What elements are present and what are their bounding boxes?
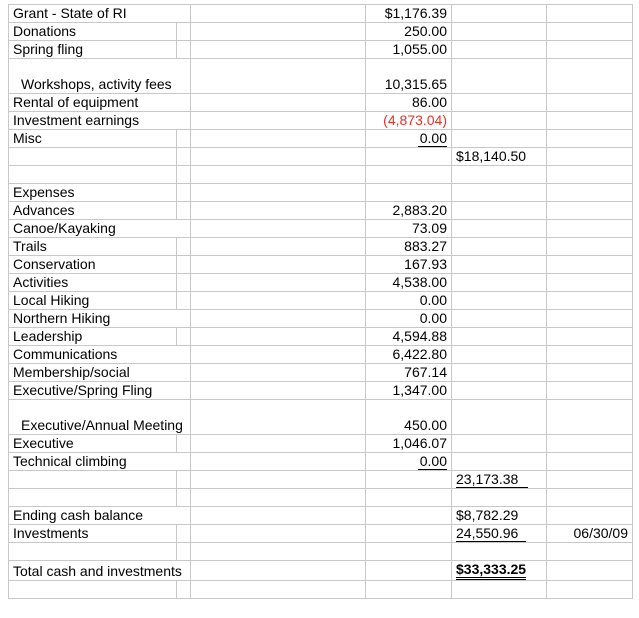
- row-rental: [9, 94, 633, 112]
- grand-total-amount: $33,333.25: [456, 562, 526, 580]
- expenses-total: 23,173.38: [456, 472, 528, 488]
- expense-amount: 4,594.88: [366, 328, 452, 346]
- expenses-heading: Expenses: [9, 184, 177, 202]
- expense-amount: 767.14: [366, 364, 452, 382]
- revenue-total: $18,140.50: [452, 148, 547, 166]
- expense-row: [9, 238, 633, 256]
- expense-label: Advances: [9, 202, 177, 220]
- expense-row: [9, 346, 633, 364]
- expense-row: [9, 292, 633, 310]
- expense-amount: 0.00: [366, 310, 452, 328]
- row-grant: [9, 5, 633, 23]
- spreadsheet: [8, 4, 633, 599]
- workshops-amount: 10,315.65: [366, 59, 452, 94]
- expense-row: [9, 435, 633, 453]
- row-workshops: [9, 59, 633, 94]
- row-blank: [9, 543, 633, 561]
- expense-row: [9, 202, 633, 220]
- row-expenses-heading: [9, 184, 633, 202]
- expense-amount: 450.00: [366, 400, 452, 435]
- misc-label: Misc: [9, 130, 177, 148]
- rental-label: Rental of equipment: [9, 94, 191, 112]
- expense-amount: 0.00: [419, 453, 447, 469]
- workshops-label: Workshops, activity fees: [9, 59, 191, 94]
- ending-cash-amount: $8,782.29: [452, 507, 547, 525]
- grant-label: Grant - State of RI: [9, 5, 191, 23]
- expense-label: Technical climbing: [9, 453, 191, 471]
- expense-row: [9, 382, 633, 400]
- expense-row: [9, 400, 633, 435]
- grand-total-label: Total cash and investments: [9, 561, 191, 581]
- investments-amount: 24,550.96: [456, 526, 526, 542]
- donations-label: Donations: [9, 23, 177, 41]
- row-donations: [9, 23, 633, 41]
- spring-fling-amount: 1,055.00: [366, 41, 452, 59]
- expense-row: [9, 328, 633, 346]
- expense-label: Canoe/Kayaking: [9, 220, 191, 238]
- expense-label: Leadership: [9, 328, 177, 346]
- expense-amount: 2,883.20: [366, 202, 452, 220]
- expense-label: Executive/Spring Fling: [9, 382, 191, 400]
- expense-row: [9, 220, 633, 238]
- investment-amount: (4,873.04): [366, 112, 452, 130]
- expense-label: Membership/social: [9, 364, 191, 382]
- donations-amount: 250.00: [366, 23, 452, 41]
- expense-label: Northern Hiking: [9, 310, 191, 328]
- row-expenses-total: [9, 471, 633, 489]
- expense-row: [9, 256, 633, 274]
- row-revenue-total: [9, 148, 633, 166]
- expense-row: [9, 364, 633, 382]
- expense-row: [9, 274, 633, 292]
- expense-amount: 4,538.00: [366, 274, 452, 292]
- row-misc: [9, 130, 633, 148]
- row-blank: [9, 489, 633, 507]
- expense-label: Local Hiking: [9, 292, 177, 310]
- expense-row: [9, 453, 633, 471]
- expense-amount: 0.00: [366, 292, 452, 310]
- investments-label: Investments: [9, 525, 177, 543]
- expense-label: Trails: [9, 238, 177, 256]
- expense-label: Executive: [9, 435, 177, 453]
- expense-label: Executive/Annual Meeting: [9, 400, 191, 435]
- expense-amount: 73.09: [366, 220, 452, 238]
- expense-amount: 1,046.07: [366, 435, 452, 453]
- row-investments: [9, 525, 633, 543]
- investments-date: 06/30/09: [547, 525, 633, 543]
- expense-label: Activities: [9, 274, 177, 292]
- ending-cash-label: Ending cash balance: [9, 507, 191, 525]
- row-ending-cash: [9, 507, 633, 525]
- rental-amount: 86.00: [366, 94, 452, 112]
- expense-amount: 1,347.00: [366, 382, 452, 400]
- row-blank: [9, 581, 633, 599]
- row-investment: [9, 112, 633, 130]
- misc-amount: 0.00: [419, 130, 447, 146]
- spring-fling-label: Spring fling: [9, 41, 177, 59]
- row-blank: [9, 166, 633, 184]
- investment-label: Investment earnings: [9, 112, 191, 130]
- budget-table: [8, 4, 633, 599]
- expense-amount: 6,422.80: [366, 346, 452, 364]
- expense-row: [9, 310, 633, 328]
- expense-amount: 167.93: [366, 256, 452, 274]
- row-spring-fling: [9, 41, 633, 59]
- expense-label: Conservation: [9, 256, 177, 274]
- row-grand-total: [9, 561, 633, 581]
- expense-label: Communications: [9, 346, 191, 364]
- grant-amount: $1,176.39: [366, 5, 452, 23]
- expense-amount: 883.27: [366, 238, 452, 256]
